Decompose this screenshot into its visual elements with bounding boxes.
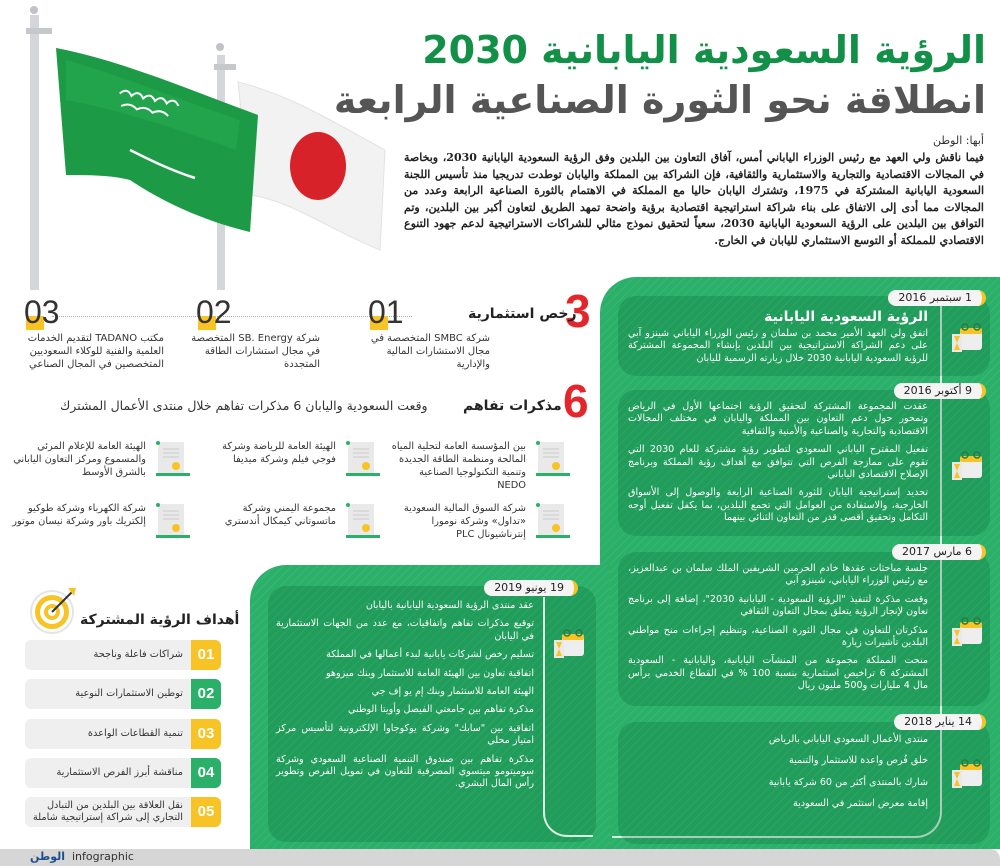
- calendar-hourglass-icon: [950, 758, 984, 790]
- calendar-hourglass-icon: [950, 322, 984, 354]
- japan-pole-finial: [216, 43, 224, 51]
- mou-text: الهيئة العامة للإعلام المرئي والمسموع ومركز التعاون الياباني بالشرق الأوسط: [13, 441, 146, 478]
- goal-number: 02: [191, 679, 221, 709]
- goal-text: مناقشة أبرز الفرص الاستثمارية: [56, 767, 183, 778]
- mou-item-6: [10, 502, 190, 558]
- mou-item-3: [10, 440, 190, 496]
- certificate-icon: [154, 440, 190, 480]
- saudi-flag-pole: [30, 15, 39, 290]
- mous-title: مذكرات تفاهم: [463, 398, 562, 414]
- calendar-hourglass-icon: [950, 616, 984, 648]
- license-text-1: شركة SMBC المتخصصة في مجال الاستشارات المالية والإدارية: [370, 333, 490, 370]
- mou-item-1: [390, 440, 570, 496]
- goal-number: 03: [191, 719, 221, 749]
- timeline-text: عقد منتدى الرؤية السعودية اليابانية باليابان توقيع مذكرات تفاهم واتفاقيات، مع عدد من الجهات الاستثمارية في اليابان تسليم رخص لشركات يابانية لبدء أعمالها في المملكة اتفاقية تعاون بين الهيئة العامة للاستثمار وبنك ميزوهو الهيئة العامة للاستثمار وبنك إم يو إف جي مذكرة تفاهم بين جامعتي الفيصل وأويتا الوطني اتفاقية بين "سابك" وشركة يوكوجاوا الإلكترونية لتأسيس مركز امتياز محلي مذكرة تفاهم بين صندوق التنمية الصناعية السعودي وشركة سوميتومو ميتسوي المصرفية للتعاون في تمويل الفرص وتطوير رأس المال البشري.: [276, 600, 534, 790]
- licenses-divider: [52, 316, 412, 317]
- timeline-text: اتفق ولي العهد الأمير محمد بن سلمان و رئيس الوزراء الياباني شينزو آبي على دعم الشراكة الاستراتيجية بين البلدين بإنشاء المجموعة المشتركة للرؤية السعودية اليابانية 2030 خلال زيارته الرسمية لليابان: [628, 328, 928, 364]
- license-text-3: مكتب TADANO لتقديم الخدمات العلمية والفنية للوكلاء السعوديين المتخصصين في المجال الصناعي: [27, 333, 164, 370]
- target-icon: [28, 584, 78, 634]
- timeline-line-curve-2019: [543, 790, 593, 837]
- goal-number: 01: [191, 640, 221, 670]
- timeline-heading: الرؤية السعودية اليابانية: [764, 309, 928, 325]
- licenses-title: رخص استثمارية: [468, 306, 577, 322]
- intro-paragraph: فيما ناقش ولي العهد مع رئيس الوزراء الياباني أمس، آفاق التعاون بين البلدين وفق الرؤية السعودية اليابانية 2030، وبخاصة في المجالات الاقتصادية والتجارية والاستثمارية والثقافية، فإن الشراكة بين المملكة واليابان توطدت تدريجيا منذ تأسيس اللجنة السعودية اليابانية المشتركة في 1975، وتشترك اليابان حاليا مع المملكة في الاهتمام بالثورة الصناعية الرابعة وعدد من المجالات مما أدى إلى الاتفاق على بناء شراكة استراتيجية اقتصادية برؤية واضحة تمهد الطريق لتعاون أكبر بين البلدين، وتم التوافق بين البلدين على الرؤية السعودية اليابانية 2030، سعياً لتحقيق نموذج مثالي للشراكات الاستراتيجية لدعم جهود التنوع الاقتصادي للمملكة أو التوسع الاستثماري لليابان في الخارج.: [404, 151, 985, 247]
- goal-number: 05: [191, 797, 221, 827]
- saudi-pole-finial: [30, 6, 38, 14]
- licenses-count: 3: [565, 285, 591, 337]
- goal-text: شراكات فاعلة وناجحة: [93, 649, 183, 660]
- main-title: الرؤية السعودية اليابانية 2030: [422, 28, 986, 72]
- mou-text: شركة الكهرباء وشركة طوكيو إلكتريك باور وشركة نيسان موتور: [12, 503, 146, 527]
- date-badge: 1 سبتمبر 2016: [888, 290, 986, 306]
- calendar-hourglass-icon: [950, 450, 984, 482]
- date-badge: 9 أكتوبر 2016: [894, 383, 986, 399]
- sub-title: انطلاقة نحو الثورة الصناعية الرابعة: [333, 78, 986, 122]
- mou-text: شركة السوق المالية السعودية «تداول» وشركة نومورا إنترناشيونال PLC: [403, 503, 526, 540]
- mou-item-4: [390, 502, 570, 558]
- mou-item-2: [200, 440, 380, 496]
- alwatan-logo: الوطن: [30, 850, 66, 863]
- timeline-text: جلسة مباحثات عقدها خادم الحرمين الشريفين الملك سلمان بن عبدالعزيز، مع رئيس الوزراء الياباني، شينزو آبي وقعت مذكرة لتنفيذ "الرؤية السعودية - اليابانية 2030"، إضافة إلى برنامج تعاون لإنجاز الرؤية يتعلق بمجال التعاون الثقافي مذكرتان للتعاون في مجال الثورة الصناعية، وتنظيم إجراءات منح مواطني البلدين تأشيرات زيارة منحت المملكة مجموعة من المنشآت اليابانية، واليابانية - السعودية المشتركة 6 تراخيص استثمارية بنسبة 100 % في القطاع الخدمي برأس مال 4 مليارات و500 مليون ريال: [628, 563, 928, 692]
- mou-item-5: [200, 502, 380, 558]
- byline: أبها: الوطن: [933, 134, 984, 147]
- mous-subtitle: وقعت السعودية واليابان 6 مذكرات تفاهم خلال منتدى الأعمال المشترك: [60, 398, 428, 413]
- goal-item-4: [25, 758, 221, 788]
- flags-illustration: [0, 0, 400, 290]
- calendar-hourglass-icon: [552, 628, 586, 660]
- goal-item-2: [25, 679, 221, 709]
- license-number-2: 02: [196, 294, 232, 330]
- goal-item-1: [25, 640, 221, 670]
- timeline-text: عقدت المجموعة المشتركة لتحقيق الرؤية اجتماعها الأول في الرياض وتمحور حول دعم التعاون بين المملكة واليابان في مختلف المجالات الاقتصادية والتجارية والصناعية والأمنية والثقافية تفعيل المقترح الياباني السعودي لتطوير رؤية مشتركة للعام 2030 التي تقوم على ممازجة الفرص التي تتوافق مع أهداف رؤية المملكة وبرنامج الإصلاح الاقتصادي الياباني تحديد إستراتيجية اليابان للثورة الصناعية الرابعة والوصول إلى الأسواق الخارجية، والاستفادة من العوامل التي تجمع البلدين، بما يكفل تفعيل أوجه التكامل وتحقيق أقصى قدر من التعاون الثنائي بينهما: [628, 401, 928, 524]
- goal-text: نقل العلاقة بين البلدين من التبادل التجاري إلى شراكة إستراتيجية شاملة: [32, 800, 183, 823]
- certificate-icon: [344, 502, 380, 542]
- goals-title: أهداف الرؤية المشتركة: [80, 612, 240, 628]
- footer-label: infographic: [72, 850, 134, 863]
- timeline-text: منتدى الأعمال السعودي الياباني بالرياض خلق فُرص واعدة للاستثمار والتنمية شارك بالمنتدى أكثر من 60 شركة يابانية إقامة معرض استثمر في السعودية: [768, 734, 928, 810]
- license-number-3: 03: [24, 294, 60, 330]
- mou-text: الهيئة العامة للرياضة وشركة فوجي فيلم وشركة ميديفا: [222, 441, 336, 465]
- certificate-icon: [154, 502, 190, 542]
- mou-text: مجموعة اليمني وشركة ماتسوتاني كيمكال أندستري: [224, 503, 336, 527]
- mou-text: بين المؤسسة العامة لتحلية المياه المالحة ومنظمة الطاقة الجديدة وتنمية التكنولوجيا الصناعية NEDO: [391, 441, 526, 491]
- license-number-1: 01: [368, 294, 404, 330]
- footer-bar: [0, 849, 1000, 866]
- goal-text: تنمية القطاعات الواعدة: [87, 728, 183, 739]
- date-badge: 19 يونيو 2019: [484, 580, 578, 596]
- certificate-icon: [344, 440, 380, 480]
- timeline-line-2019: [543, 597, 545, 797]
- goal-item-5: [25, 797, 221, 827]
- japan-flag-sun: [290, 132, 346, 200]
- goal-item-3: [25, 719, 221, 749]
- mous-count: 6: [563, 375, 589, 427]
- date-badge: 14 يناير 2018: [894, 714, 986, 730]
- certificate-icon: [534, 440, 570, 480]
- goal-number: 04: [191, 758, 221, 788]
- license-text-2: شركة SB. Energy المتخصصة في مجال استشارات الطاقة المتجددة: [191, 333, 320, 370]
- goal-text: توطين الاستثمارات النوعية: [75, 688, 183, 699]
- certificate-icon: [534, 502, 570, 542]
- date-badge: 6 مارس 2017: [892, 544, 986, 560]
